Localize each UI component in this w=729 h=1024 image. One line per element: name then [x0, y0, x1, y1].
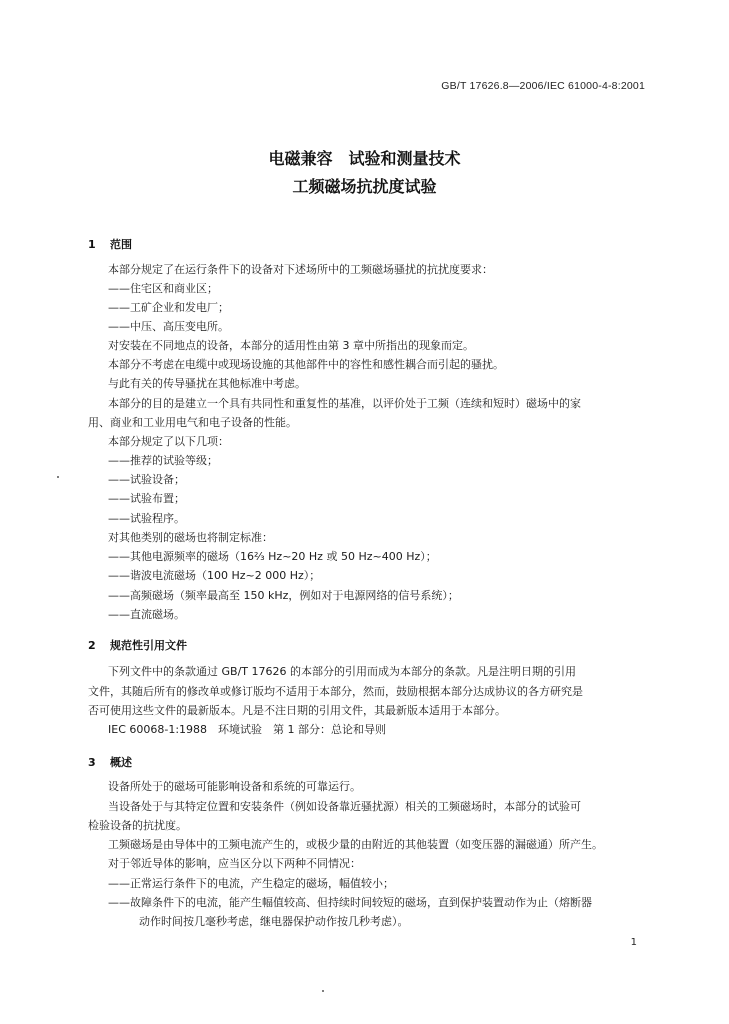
- list-item: ——推荐的试验等级；: [108, 454, 218, 467]
- paragraph-line: 对其他类别的磁场也将制定标准：: [108, 531, 273, 544]
- section-title: 概述: [110, 756, 132, 769]
- list-item: ——试验程序。: [108, 512, 185, 525]
- standard-code: GB/T 17626.8—2006/IEC 61000-4-8:2001: [441, 80, 645, 92]
- section-title: 规范性引用文件: [110, 639, 187, 652]
- section-1-heading: [88, 236, 132, 252]
- paragraph-line: 当设备处于与其特定位置和安装条件（例如设备靠近骚扰源）相关的工频磁场时，本部分的试验可: [108, 800, 581, 813]
- section-2-heading: [88, 637, 187, 653]
- list-item-continuation: 动作时间按几毫秒考虑，继电器保护动作按几秒考虑）。: [139, 915, 409, 928]
- list-item: ——工矿企业和发电厂；: [108, 301, 229, 314]
- list-item: ——直流磁场。: [108, 608, 185, 621]
- scan-speck: [57, 476, 59, 478]
- paragraph-line: 对于邻近导体的影响，应当区分以下两种不同情况：: [108, 857, 361, 870]
- paragraph-line: 本部分的目的是建立一个具有共同性和重复性的基准，以评价处于工频（连续和短时）磁场中的家: [108, 397, 581, 410]
- paragraph-line: 下列文件中的条款通过 GB/T 17626 的本部分的引用而成为本部分的条款。凡是注明日期的引用: [108, 665, 576, 678]
- list-item: ——住宅区和商业区；: [108, 282, 218, 295]
- list-item: ——谐波电流磁场（100 Hz~2 000 Hz）；: [108, 569, 321, 582]
- section-number: 1: [88, 238, 96, 251]
- paragraph-line: 本部分规定了在运行条件下的设备对下述场所中的工频磁场骚扰的抗扰度要求：: [108, 263, 493, 276]
- paragraph-line: 文件，其随后所有的修改单或修订版均不适用于本部分，然而，鼓励根据本部分达成协议的各方研究是: [88, 685, 583, 698]
- section-number: 3: [88, 756, 96, 769]
- paragraph-line: 对安装在不同地点的设备，本部分的适用性由第 3 章中所指出的现象而定。: [108, 339, 474, 352]
- scan-speck: [322, 990, 324, 992]
- list-item: ——故障条件下的电流，能产生幅值较高、但持续时间较短的磁场，直到保护装置动作为止（熔断器: [108, 896, 592, 909]
- list-item: ——正常运行条件下的电流，产生稳定的磁场，幅值较小；: [108, 877, 394, 890]
- list-item: ——试验设备；: [108, 473, 185, 486]
- paragraph-line: 与此有关的传导骚扰在其他标准中考虑。: [108, 377, 306, 390]
- paragraph-line: 本部分不考虑在电缆中或现场设施的其他部件中的容性和感性耦合而引起的骚扰。: [108, 358, 504, 371]
- paragraph-line: 本部分规定了以下几项：: [108, 435, 229, 448]
- document-title-line1: 电磁兼容 试验和测量技术: [268, 149, 461, 168]
- paragraph-line: 用、商业和工业用电气和电子设备的性能。: [88, 416, 297, 429]
- reference-item: IEC 60068-1:1988 环境试验 第 1 部分：总论和导则: [108, 723, 387, 736]
- section-title: 范围: [110, 238, 132, 251]
- paragraph-line: 否可使用这些文件的最新版本。凡是不注日期的引用文件，其最新版本适用于本部分。: [88, 704, 506, 717]
- list-item: ——高频磁场（频率最高至 150 kHz，例如对于电源网络的信号系统）；: [108, 589, 459, 602]
- section-3-heading: [88, 754, 132, 770]
- section-number: 2: [88, 639, 96, 652]
- page-number: 1: [630, 937, 637, 948]
- document-title-line2: 工频磁场抗扰度试验: [292, 177, 437, 196]
- paragraph-line: 设备所处于的磁场可能影响设备和系统的可靠运行。: [108, 780, 361, 793]
- list-item: ——中压、高压变电所。: [108, 320, 229, 333]
- paragraph-line: 检验设备的抗扰度。: [88, 819, 187, 832]
- paragraph-line: 工频磁场是由导体中的工频电流产生的，或极少量的由附近的其他装置（如变压器的漏磁通）所产生。: [108, 838, 603, 851]
- list-item: ——试验布置；: [108, 492, 185, 505]
- list-item: ——其他电源频率的磁场（16⅔ Hz~20 Hz 或 50 Hz~400 Hz）；: [108, 550, 437, 563]
